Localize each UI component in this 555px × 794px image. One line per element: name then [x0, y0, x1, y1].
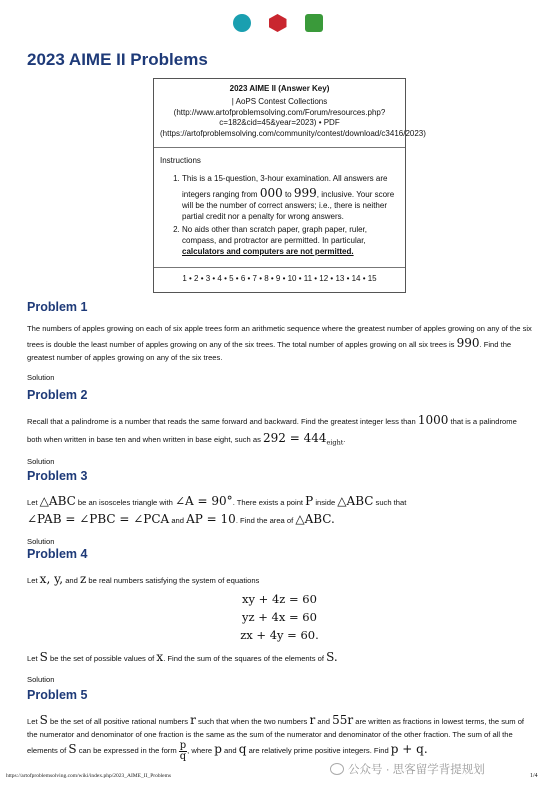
equation: zx + 4y = 60. — [240, 627, 319, 642]
answer-key-source-links[interactable]: | AoPS Contest Collections (http://www.artofproblemsolving.com/Forum/resources.php?c=182&cid=45&year=2023) • PDF (https://artofproblemsolving.com/community/contest/download/c3416/2023) — [160, 96, 426, 139]
wechat-icon — [330, 763, 344, 775]
building-icon[interactable] — [305, 14, 323, 32]
instructions-list — [182, 174, 399, 258]
instructions-label: Instructions — [160, 155, 201, 165]
instruction-item: 2. No aids other than scratch paper, graph paper, ruler, compass, and protractor are permitted. In particular, calculators and computers are not permitted. — [182, 225, 399, 257]
problem-nav-links[interactable]: 1 • 2 • 3 • 4 • 5 • 6 • 7 • 8 • 9 • 10 • 11 • 12 • 13 • 14 • 15 — [182, 273, 377, 283]
cube-icon[interactable] — [269, 14, 287, 32]
instructions-section — [154, 148, 405, 268]
solution-link[interactable]: Solution — [27, 537, 55, 546]
answer-key-header — [154, 79, 426, 148]
answer-key-title: 2023 AIME II (Answer Key) — [229, 84, 330, 93]
problem-text: Let S be the set of all positive rational numbers r such that when the two numbers r and 55r are written as fractions in lowest terms, the sum of the numerator and denominator of one fraction is the same as the sum of the numerator and denominator of the other fraction. The sum of all the elements of S can be expressed in the form $\frac{p}{q}$ , where p and q are relatively prime positive integers. Find p + q. — [27, 713, 525, 762]
problem-5 — [27, 688, 532, 762]
watermark — [330, 761, 485, 777]
problem-text: Let △ABC be an isosceles triangle with ∠A = 90°. There exists a point P inside △ABC such that ∠PAB = ∠PBC = ∠PCA and AP = 10. Find the area of △ABC. — [27, 494, 407, 526]
problem-text: The numbers of apples growing on each of six apple trees form an arithmetic sequence where the greatest number of apples growing on any of the six trees is double the least number of apples growing on any of the six trees. The total number of apples growing on all six trees is 990. Find the greatest number of apples growing on any of the six trees. — [27, 324, 532, 363]
solution-link[interactable]: Solution — [27, 675, 55, 685]
problem-1 — [27, 300, 532, 382]
problem-heading: Problem 3 — [27, 469, 88, 483]
solution-link[interactable]: Solution — [27, 457, 55, 467]
calculator-warning: calculators and computers are not permitted. — [182, 246, 354, 256]
problem-text: Let S be the set of possible values of x. Find the sum of the squares of the elements of S. — [27, 650, 338, 665]
problem-text: Recall that a palindrome is a number that reads the same forward and backward. Find the greatest integer less than 1000 that is a palindrome both when written in base ten and when written in base eight, such as $292 = 444_{eight}$. — [27, 413, 517, 447]
book-icon[interactable] — [233, 14, 251, 32]
problem-heading: Problem 4 — [27, 547, 88, 561]
problem-text: Let x, y, and z be real numbers satisfying the system of equations — [27, 572, 260, 586]
equation: xy + 4z = 60 — [242, 592, 317, 606]
problem-heading: Problem 5 — [27, 688, 88, 702]
solution-link[interactable]: Solution — [27, 372, 55, 382]
problem-heading: Problem 2 — [27, 388, 88, 402]
watermark-text: 公众号 · 思客留学背提规划 — [348, 764, 485, 776]
instruction-item: 1. This is a 15-question, 3-hour examination. All answers are integers ranging from 000 to 999, inclusive. Your score will be the number of correct answers; i.e., there is neither partial credit nor a penalty for wrong answers. — [182, 174, 399, 223]
footer-url[interactable]: https://artofproblemsolving.com/wiki/index.php/2023_AIME_II_Problems — [6, 773, 171, 779]
problem-2 — [27, 388, 532, 466]
page-title: 2023 AIME II Problems — [27, 50, 208, 69]
fraction-p-over-q: $\frac{p}{q}$ — [179, 739, 187, 762]
header-icons — [0, 14, 555, 32]
equation: yz + 4x = 60 — [242, 609, 317, 624]
equation-system — [27, 591, 532, 644]
problem-heading: Problem 1 — [27, 300, 88, 314]
problem-4 — [27, 547, 532, 684]
answer-key-box — [153, 78, 426, 293]
problem-3 — [27, 469, 532, 546]
page-number: 1/4 — [530, 773, 538, 779]
